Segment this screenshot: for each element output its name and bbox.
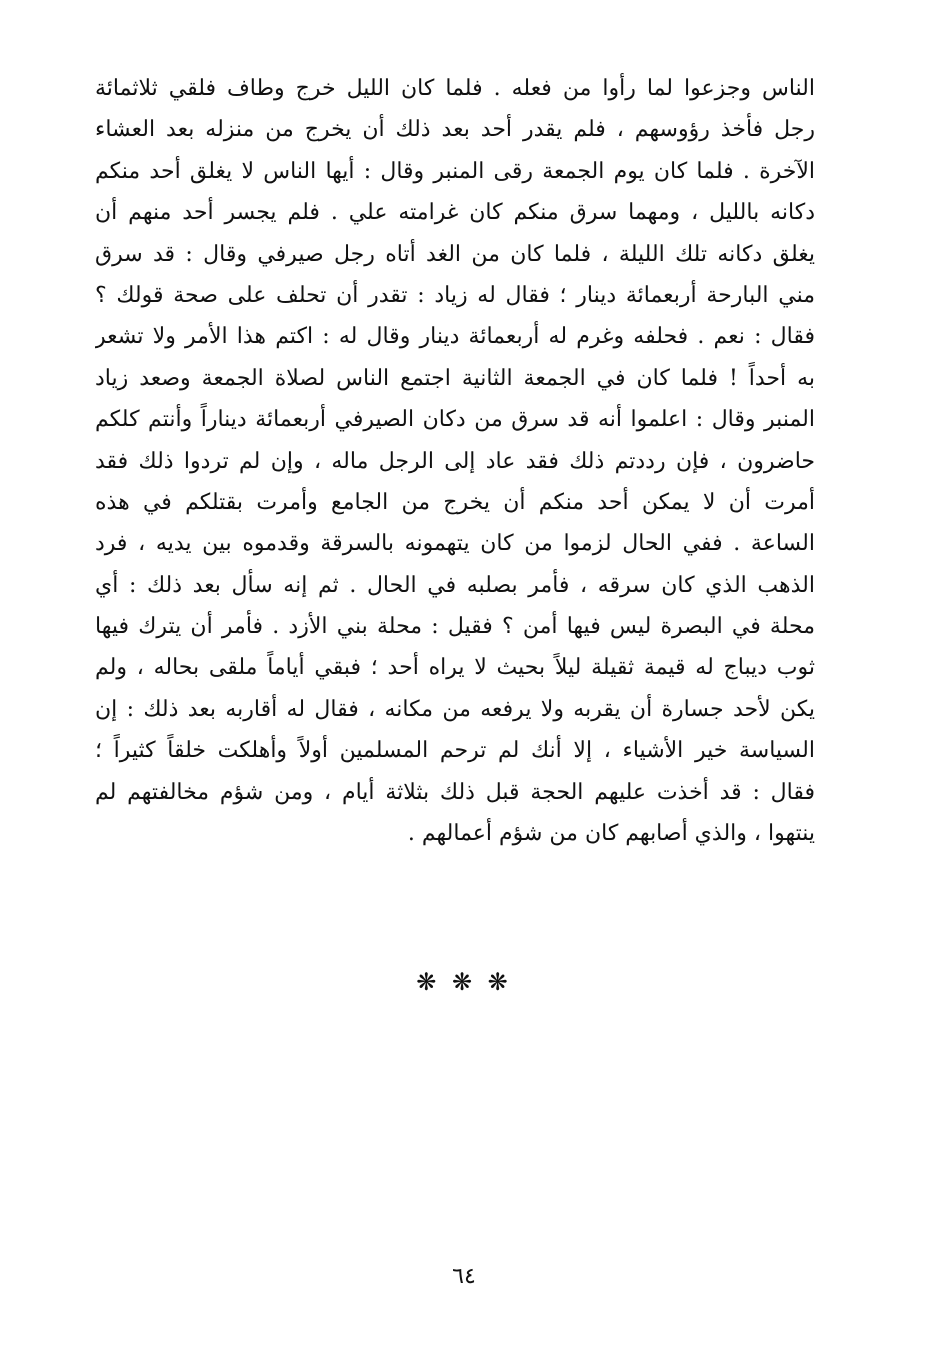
body-text [95,68,815,854]
text-line-5: يغلق دكانه تلك الليلة ، فلما كان من الغد أتاه رجل صيرفي وقال : قد سرق [95,241,815,267]
section-separator: ❋ ❋ ❋ [416,968,512,996]
text-line-16: يكن لأحد جسارة أن يقربه ولا يرفعه من مكانه ، فقال له أقاربه بعد ذلك : إن [95,696,815,722]
text-line-6: مني البارحة أربعمائة دينار ؛ فقال له زياد : تقدر أن تحلف على صحة قولك ؟ [95,282,815,308]
text-line-11: أمرت أن لا يمكن أحد منكم أن يخرج من الجامع وأمرت بقتلكم في هذه [95,489,815,515]
text-line-12: الساعة . ففي الحال لزموا من كان يتهمونه بالسرقة وقدموه بين يديه ، فرد [95,531,815,557]
text-line-15: ثوب ديباج له قيمة ثقيلة ليلاً بحيث لا يراه أحد ؛ فبقي أياماً ملقى بحاله ، ولم [95,655,815,681]
text-line-8: به أحداً ! فلما كان في الجمعة الثانية اجتمع الناس لصلاة الجمعة وصعد زياد [95,365,815,391]
text-line-2: رجل فأخذ رؤوسهم ، فلم يقدر أحد بعد ذلك أن يخرج من منزله بعد العشاء [95,117,815,143]
text-line-14: محلة في البصرة ليس فيها أمن ؟ فقيل : محلة بني الأزد . فأمر أن يترك فيها [95,614,815,640]
text-line-13: الذهب الذي كان سرقه ، فأمر بصلبه في الحال . ثم إنه سأل بعد ذلك : أي [95,572,815,598]
text-line-17: السياسة خير الأشياء ، إلا أنك لم ترحم المسلمين أولاً وأهلكت خلقاً كثيراً ؛ [95,738,815,764]
text-line-3: الآخرة . فلما كان يوم الجمعة رقى المنبر وقال : أيها الناس لا يغلق أحد منكم [95,158,815,184]
page-number: ٦٤ [452,1264,476,1289]
text-line-10: حاضرون ، فإن رددتم ذلك فقد عاد إلى الرجل ماله ، وإن لم تردوا ذلك فقد [95,448,815,474]
text-line-18: فقال : قد أخذت عليهم الحجة قبل ذلك بثلاثة أيام ، ومن شؤم مخالفتهم لم [95,779,815,805]
text-line-7: فقال : نعم . فحلفه وغرم له أربعمائة دينار وقال له : اكتم هذا الأمر ولا تشعر [95,324,815,350]
text-line-4: دكانه بالليل ، ومهما سرق منكم كان غرامته علي . فلم يجسر أحد منهم أن [95,200,815,226]
text-line-1: الناس وجزعوا لما رأوا من فعله . فلما كان الليل خرج وطاف فلقي ثلاثمائة [95,76,815,101]
text-line-9: المنبر وقال : اعلموا أنه قد سرق من دكان الصيرفي أربعمائة ديناراً وأنتم كلكم [95,407,815,433]
text-line-19: ينتهوا ، والذي أصابهم كان من شؤم أعمالهم . [407,821,815,847]
